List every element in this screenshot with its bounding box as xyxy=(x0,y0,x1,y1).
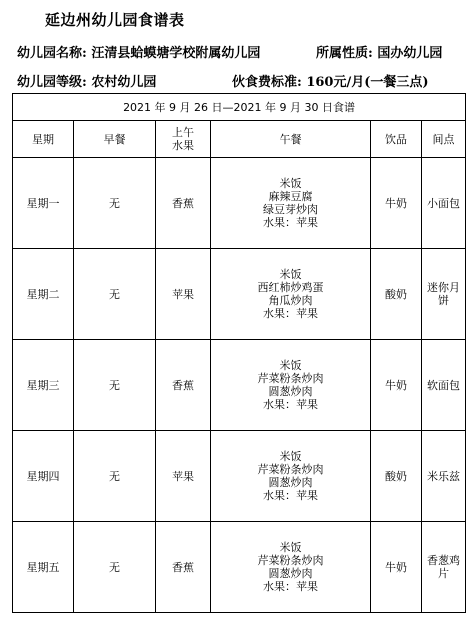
meal-fee xyxy=(232,71,429,90)
lunch-item: 绿豆芽炒肉 xyxy=(263,203,318,216)
day-cell: 星期一 xyxy=(13,158,74,249)
kindergarten-nature-label: 所属性质: xyxy=(316,46,373,61)
lunch-item: 水果：苹果 xyxy=(263,216,318,229)
kindergarten-name-value: 汪清县蛤蟆塘学校附属幼儿园 xyxy=(91,46,261,61)
lunch-item: 米饭 xyxy=(279,177,302,190)
snack-cell: 香葱鸡片 xyxy=(422,522,466,613)
header-snack: 间点 xyxy=(422,121,466,158)
drink-cell: 牛奶 xyxy=(371,158,422,249)
lunch-item: 水果：苹果 xyxy=(263,307,318,320)
lunch-item: 米饭 xyxy=(279,268,302,281)
drink-cell: 牛奶 xyxy=(371,340,422,431)
lunch-cell xyxy=(211,522,371,613)
drink-cell: 酸奶 xyxy=(371,249,422,340)
snack-cell: 软面包 xyxy=(422,340,466,431)
lunch-item: 圆葱炒肉 xyxy=(268,385,313,398)
lunch-item: 芹菜粉条炒肉 xyxy=(257,554,324,567)
lunch-item: 水果：苹果 xyxy=(263,398,318,411)
lunch-cell xyxy=(211,249,371,340)
day-cell: 星期五 xyxy=(13,522,74,613)
lunch-item: 圆葱炒肉 xyxy=(268,476,313,489)
table-row xyxy=(13,522,466,613)
header-day: 星期 xyxy=(13,121,74,158)
menu-table xyxy=(12,93,466,613)
kindergarten-nature xyxy=(316,42,442,61)
lunch-item: 水果：苹果 xyxy=(263,580,318,593)
lunch-item: 角瓜炒肉 xyxy=(268,294,313,307)
kindergarten-name-label: 幼儿园名称: xyxy=(17,46,87,61)
meal-fee-value: 160元/月(一餐三点) xyxy=(306,75,429,90)
lunch-item: 米饭 xyxy=(279,541,302,554)
header-drink: 饮品 xyxy=(371,121,422,158)
fruit-cell: 香蕉 xyxy=(156,340,211,431)
header-row xyxy=(13,121,466,158)
date-range: 2021 年 9 月 26 日—2021 年 9 月 30 日食谱 xyxy=(13,94,466,121)
fruit-cell: 苹果 xyxy=(156,431,211,522)
fruit-cell: 苹果 xyxy=(156,249,211,340)
drink-cell: 牛奶 xyxy=(371,522,422,613)
header-lunch: 午餐 xyxy=(211,121,371,158)
lunch-item: 米饭 xyxy=(279,359,302,372)
breakfast-cell: 无 xyxy=(74,340,156,431)
table-row xyxy=(13,431,466,522)
lunch-item: 芹菜粉条炒肉 xyxy=(257,463,324,476)
drink-cell: 酸奶 xyxy=(371,431,422,522)
day-cell: 星期三 xyxy=(13,340,74,431)
table-row xyxy=(13,340,466,431)
fruit-cell: 香蕉 xyxy=(156,522,211,613)
day-cell: 星期二 xyxy=(13,249,74,340)
fruit-cell: 香蕉 xyxy=(156,158,211,249)
lunch-item: 西红柿炒鸡蛋 xyxy=(257,281,324,294)
breakfast-cell: 无 xyxy=(74,249,156,340)
kindergarten-level-label: 幼儿园等级: xyxy=(17,75,87,90)
page-title: 延边州幼儿园食谱表 xyxy=(45,11,185,29)
kindergarten-level-value: 农村幼儿园 xyxy=(91,75,157,90)
day-cell: 星期四 xyxy=(13,431,74,522)
kindergarten-name xyxy=(17,42,260,61)
snack-cell: 米乐兹 xyxy=(422,431,466,522)
header-fruit xyxy=(156,121,211,158)
lunch-item: 芹菜粉条炒肉 xyxy=(257,372,324,385)
breakfast-cell: 无 xyxy=(74,158,156,249)
lunch-item: 米饭 xyxy=(279,450,302,463)
table-row xyxy=(13,249,466,340)
table-row xyxy=(13,158,466,249)
breakfast-cell: 无 xyxy=(74,431,156,522)
header-fruit-line2: 水果 xyxy=(172,139,194,152)
snack-cell: 迷你月饼 xyxy=(422,249,466,340)
lunch-cell xyxy=(211,158,371,249)
breakfast-cell: 无 xyxy=(74,522,156,613)
meal-fee-label: 伙食费标准: xyxy=(232,75,302,90)
lunch-item: 水果：苹果 xyxy=(263,489,318,502)
lunch-item: 圆葱炒肉 xyxy=(268,567,313,580)
kindergarten-level xyxy=(17,71,156,90)
date-range-row xyxy=(13,94,466,121)
lunch-cell xyxy=(211,340,371,431)
lunch-cell xyxy=(211,431,371,522)
snack-cell: 小面包 xyxy=(422,158,466,249)
kindergarten-nature-value: 国办幼儿园 xyxy=(377,46,443,61)
header-fruit-line1: 上午 xyxy=(172,126,194,139)
header-breakfast: 早餐 xyxy=(74,121,156,158)
lunch-item: 麻辣豆腐 xyxy=(268,190,313,203)
